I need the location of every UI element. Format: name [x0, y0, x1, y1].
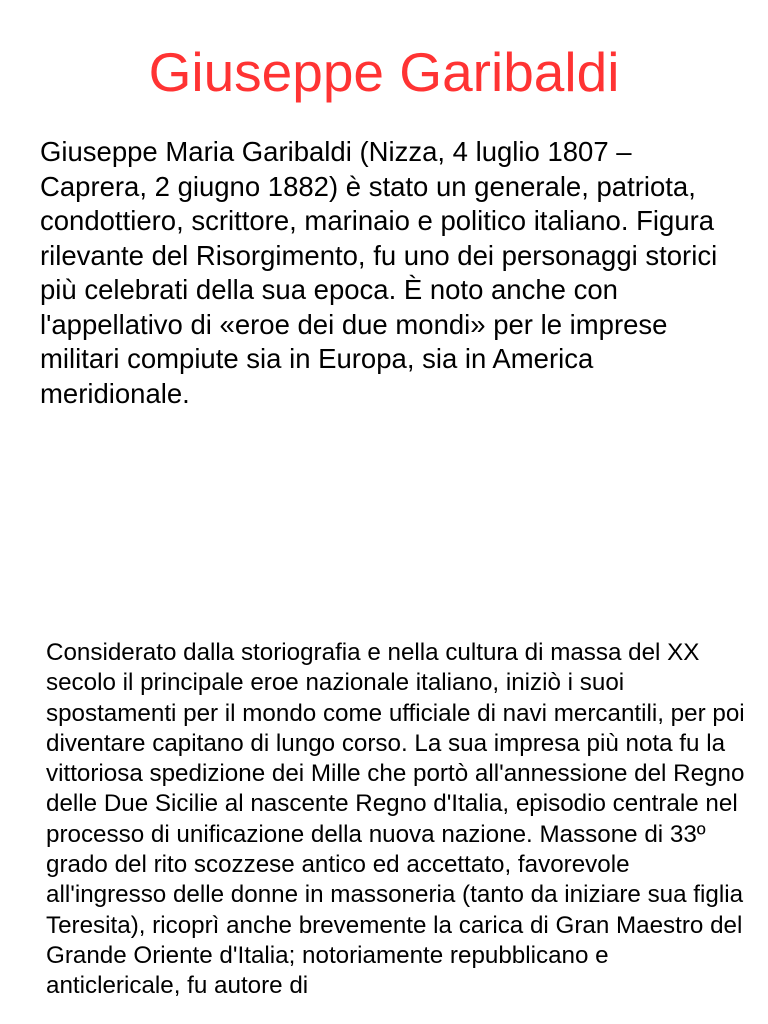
body-paragraph: Considerato dalla storiografia e nella cultura di massa del XX secolo il principale eroe nazionale italiano, iniziò i suoi spostamenti per il mondo come ufficiale di navi mercantili, per poi diventare capitano di lungo corso. La sua impresa più nota fu la vittoriosa spedizione dei Mille che portò all'annessione del Regno delle Due Sicilie al nascente Regno d'Italia, episodio centrale nel processo di unificazione della nuova nazione. Massone di 33º grado del rito scozzese antico ed accettato, favorevole all'ingresso delle donne in massoneria (tanto da iniziare sua figlia Teresita), ricoprì anche brevemente la carica di Gran Maestro del Grande Oriente d'Italia; notoriamente repubblicano e anticlericale, fu autore di — [46, 639, 745, 1000]
page-title: Giuseppe Garibaldi — [148, 41, 620, 103]
intro-paragraph: Giuseppe Maria Garibaldi (Nizza, 4 luglio 1807 – Caprera, 2 giugno 1882) è stato un generale, patriota, condottiero, scrittore, marinaio e politico italiano. Figura rilevante del Risorgimento, fu uno dei personaggi storici più celebrati della sua epoca. È noto anche con l'appellativo di «eroe dei due mondi» per le imprese militari compiute sia in Europa, sia in America meridionale. — [40, 136, 718, 409]
